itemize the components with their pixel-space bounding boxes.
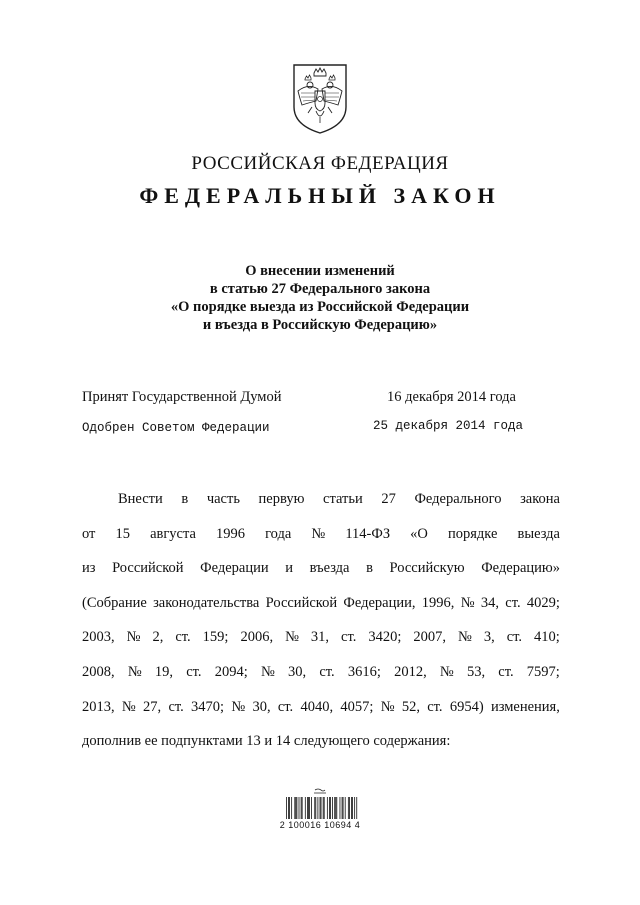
body-word: № bbox=[460, 594, 475, 611]
body-line bbox=[82, 482, 560, 517]
law-title-line: и въезда в Российскую Федерацию» bbox=[202, 317, 438, 333]
barcode-number: 2 100016 10694 4 bbox=[279, 820, 361, 830]
body-line bbox=[82, 690, 560, 725]
body-word: ст. bbox=[506, 629, 523, 646]
body-word: Внести bbox=[118, 491, 163, 507]
body-word: Федерацию» bbox=[481, 560, 560, 577]
body-word: ст. bbox=[505, 594, 521, 611]
body-word: № bbox=[458, 629, 472, 646]
body-word: ст. bbox=[277, 698, 294, 715]
body-word: 2008, bbox=[82, 663, 115, 680]
body-word: 7597; bbox=[526, 663, 560, 680]
body-word: статьи bbox=[323, 491, 363, 507]
country-heading: РОССИЙСКАЯ ФЕДЕРАЦИЯ bbox=[191, 153, 449, 174]
body-word: Российской bbox=[265, 594, 338, 611]
body-word: ст. bbox=[186, 663, 202, 680]
body-word: ст. bbox=[427, 698, 443, 715]
body-word: № bbox=[121, 698, 136, 715]
body-word: от bbox=[82, 525, 96, 542]
duma-adoption-date: 16 декабря 2014 года bbox=[387, 389, 516, 405]
body-line bbox=[82, 655, 560, 690]
body-word: часть bbox=[206, 491, 240, 507]
body-word: № bbox=[380, 698, 395, 715]
document-type-heading: ФЕДЕРАЛЬНЫЙ ЗАКОН bbox=[139, 183, 501, 208]
law-title-line: «О порядке выезда из Российской Федерации bbox=[170, 299, 470, 315]
body-word: 3420; bbox=[368, 629, 402, 646]
body-word: 1996, bbox=[421, 594, 455, 611]
law-body-text bbox=[82, 482, 560, 759]
body-word: № bbox=[311, 525, 326, 542]
body-word: 30, bbox=[252, 698, 271, 715]
council-approval-date: 25 декабря 2014 года bbox=[373, 419, 524, 433]
coat-of-arms-icon bbox=[290, 63, 350, 135]
body-line bbox=[82, 517, 560, 552]
body-word: ст. bbox=[498, 663, 514, 680]
body-word: № bbox=[439, 663, 454, 680]
body-word: первую bbox=[258, 491, 305, 507]
body-word: 2003, bbox=[82, 629, 115, 646]
body-word: ст. bbox=[319, 663, 335, 680]
body-word: 3616; bbox=[347, 663, 381, 680]
body-word: Российскую bbox=[389, 560, 465, 577]
body-word: № bbox=[260, 663, 275, 680]
body-word: № bbox=[127, 663, 142, 680]
body-word: августа bbox=[150, 525, 196, 542]
body-word: года bbox=[265, 525, 292, 542]
body-word: въезда bbox=[309, 560, 350, 577]
body-word: из bbox=[82, 560, 96, 577]
body-word: Российской bbox=[112, 560, 184, 577]
body-word: 6954) bbox=[449, 698, 484, 715]
body-word: порядке bbox=[447, 525, 498, 542]
body-word: 410; bbox=[534, 629, 560, 646]
body-word: в bbox=[181, 491, 189, 507]
body-line bbox=[82, 551, 560, 586]
body-word: 27, bbox=[143, 698, 162, 715]
body-word: ст. bbox=[168, 698, 184, 715]
body-word: изменения, bbox=[490, 698, 560, 715]
body-word: 4029; bbox=[526, 594, 560, 611]
body-word: 1996 bbox=[216, 525, 246, 542]
body-word: Федерации bbox=[200, 560, 269, 577]
body-word: (Собрание bbox=[82, 594, 147, 611]
body-word: 2012, bbox=[394, 663, 427, 680]
body-word: Федерального bbox=[414, 491, 502, 507]
body-word: 19, bbox=[154, 663, 173, 680]
body-word: 2013, bbox=[82, 698, 115, 715]
body-word: закона bbox=[520, 491, 560, 507]
body-word: № bbox=[126, 629, 141, 646]
body-word: 34, bbox=[480, 594, 499, 611]
body-line-last: дополнив ее подпунктами 13 и 14 следующего содержания: bbox=[82, 733, 451, 750]
body-word: 2094; bbox=[214, 663, 248, 680]
law-title bbox=[0, 262, 640, 334]
barcode-icon bbox=[282, 788, 360, 840]
body-word: 2007, bbox=[413, 629, 446, 646]
body-word: и bbox=[285, 560, 293, 577]
body-word: «О bbox=[410, 525, 428, 542]
body-word: законодательства bbox=[153, 594, 260, 611]
duma-adoption-label: Принят Государственной Думой bbox=[82, 389, 282, 405]
law-title-line: в статью 27 Федерального закона bbox=[209, 281, 431, 297]
body-word: 52, bbox=[401, 698, 420, 715]
body-word: ст. bbox=[341, 629, 357, 646]
body-word: выезда bbox=[517, 525, 560, 542]
law-title-line: О внесении изменений bbox=[245, 263, 395, 279]
body-line bbox=[82, 620, 560, 655]
body-word: 27 bbox=[381, 491, 396, 507]
body-line bbox=[82, 586, 560, 621]
body-word: в bbox=[366, 560, 373, 577]
body-word: 2006, bbox=[240, 629, 274, 646]
body-word: 3470; bbox=[191, 698, 225, 715]
body-word: 114-ФЗ bbox=[345, 525, 391, 542]
body-word: Федерации, bbox=[343, 594, 416, 611]
body-word: 15 bbox=[115, 525, 130, 542]
body-word: 31, bbox=[310, 629, 330, 646]
body-word: 4057; bbox=[340, 698, 374, 715]
body-word: 53, bbox=[466, 663, 486, 680]
council-approval-label: Одобрен Советом Федерации bbox=[82, 421, 270, 435]
body-word: № bbox=[285, 629, 299, 646]
body-word: 4040, bbox=[300, 698, 334, 715]
body-word: 159; bbox=[202, 629, 229, 646]
body-word: ст. bbox=[175, 629, 191, 646]
body-word: 30, bbox=[288, 663, 307, 680]
body-word: № bbox=[231, 698, 246, 715]
body-word: 2, bbox=[152, 629, 164, 646]
body-word: 3, bbox=[483, 629, 495, 646]
